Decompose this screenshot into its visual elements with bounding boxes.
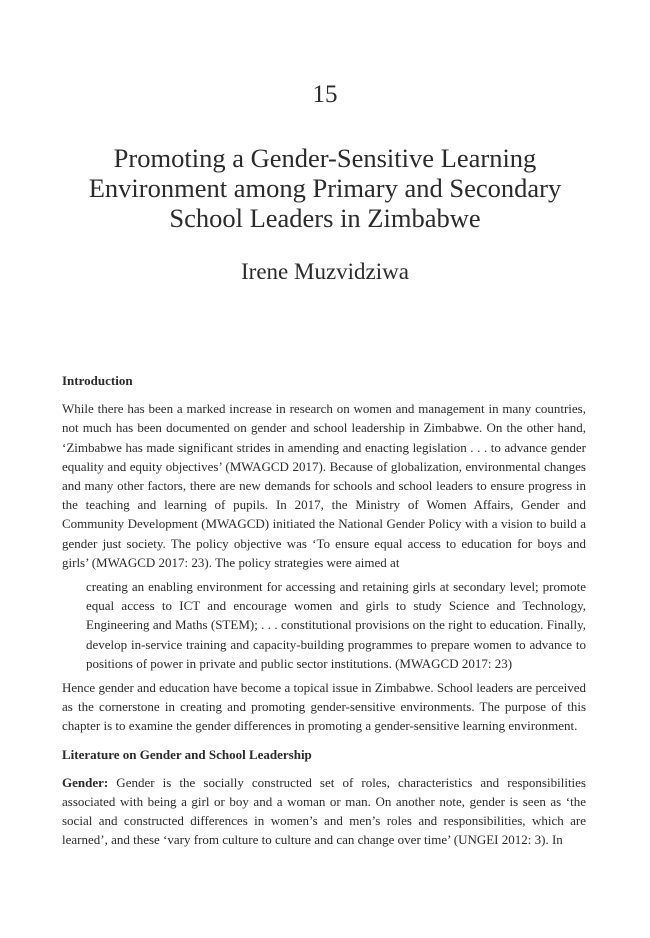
introduction-heading: Introduction	[62, 373, 133, 388]
gender-term: Gender:	[62, 774, 109, 790]
chapter-title-line-3: School Leaders in Zimbabwe	[169, 203, 481, 233]
chapter-title-line-2: Environment among Primary and Secondary	[88, 173, 562, 203]
literature-paragraph-1	[62, 773, 586, 850]
chapter-title-line-1: Promoting a Gender-Sensitive Learning	[113, 143, 537, 173]
chapter-number: 15	[312, 81, 338, 108]
introduction-paragraph-2: Hence gender and education have become a topical issue in Zimbabwe. School leaders are perceived as the cornerstone in creating and promoting gender-sensitive environments. The purpose of this chapter is to examine the gender differences in promoting a gender-sensitive learning environment.	[62, 680, 586, 734]
literature-heading: Literature on Gender and School Leadership	[62, 746, 312, 762]
chapter-title	[40, 143, 610, 233]
chapter-body	[62, 371, 586, 850]
gender-definition-text: Gender is the socially constructed set of roles, characteristics and responsibilities associated with being a girl or boy and a woman or man. On another note, gender is seen as ‘the social and constructed differences in women’s and men’s roles and responsibilities, which are learned’, and these ‘vary from culture to culture and can change over time’ (UNGEI 2012: 3). In	[62, 774, 586, 848]
introduction-paragraph-1: While there has been a marked increase in research on women and management in many countries, not much has been documented on gender and school leadership in Zimbabwe. On the other hand, ‘Zimbabwe has made significant strides in amending and enacting legislation . . . to advance gender equality and equity objectives’ (MWAGCD 2017). Because of globalization, environmental changes and many other factors, there are new demands for schools and school leaders to ensure progress in the teaching and learning of pupils. In 2017, the Ministry of Women Affairs, Gender and Community Development (MWAGCD) initiated the National Gender Policy with a vision to build a gender just society. The policy objective was ‘To ensure equal access to education for boys and girls’ (MWAGCD 2017: 23). The policy strategies were aimed at	[62, 401, 586, 570]
chapter-author: Irene Muzvidziwa	[241, 259, 409, 284]
policy-block-quote: creating an enabling environment for accessing and retaining girls at secondary level; promote equal access to ICT and encourage women and girls to study Science and Technology, Engineering and Maths (STEM); . . . constitutional provisions on the right to education. Finally, develop in-service training and capacity-building programmes to prepare women to advance to positions of power in private and public sector institutions. (MWAGCD 2017: 23)	[86, 579, 586, 671]
